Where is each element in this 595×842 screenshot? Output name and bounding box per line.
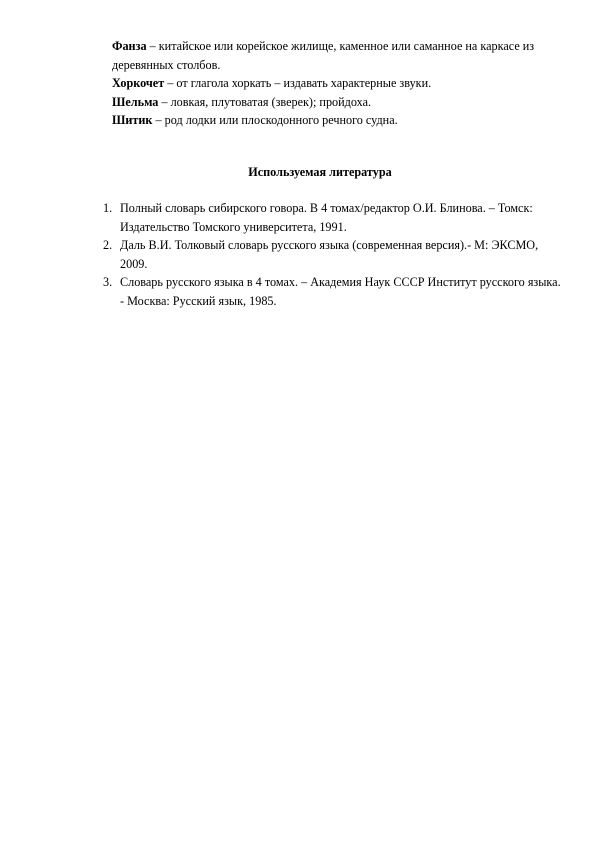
glossary-entry — [112, 37, 552, 74]
glossary-entry — [112, 111, 552, 130]
glossary-entry — [112, 93, 552, 112]
reference-text: Полный словарь сибирского говора. В 4 томах/редактор О.И. Блинова. – Томск: Издательство Томского университета, 1991. — [120, 201, 533, 234]
glossary-term: Хоркочет — [112, 76, 165, 90]
references-heading: Используемая литература — [248, 165, 392, 179]
glossary-definition: – ловкая, плутоватая (зверек); пройдоха. — [158, 94, 372, 109]
glossary-definition: – китайское или корейское жилище, каменное или саманное на каркасе из деревянных столбов. — [112, 39, 535, 72]
reference-item — [103, 273, 563, 310]
glossary — [112, 37, 552, 130]
glossary-term: Шельма — [112, 94, 159, 109]
reference-number: 3. — [103, 275, 113, 289]
reference-text: Даль В.И. Толковый словарь русского языка (современная версия).- М: ЭКСМО, 2009. — [120, 238, 539, 271]
glossary-term: Фанза — [112, 39, 147, 53]
glossary-term: Шитик — [112, 113, 153, 127]
references-list — [103, 199, 563, 310]
reference-number: 2. — [103, 238, 113, 252]
glossary-definition: – род лодки или плоскодонного речного судна. — [152, 113, 398, 127]
reference-item — [103, 199, 563, 236]
reference-text: Словарь русского языка в 4 томах. – Академия Наук СССР Институт русского языка. - Москва: Русский язык, 1985. — [120, 275, 561, 308]
glossary-entry — [112, 74, 552, 93]
reference-number: 1. — [103, 201, 113, 215]
glossary-definition: – от глагола хоркать – издавать характерные звуки. — [164, 76, 432, 90]
reference-item — [103, 236, 563, 273]
